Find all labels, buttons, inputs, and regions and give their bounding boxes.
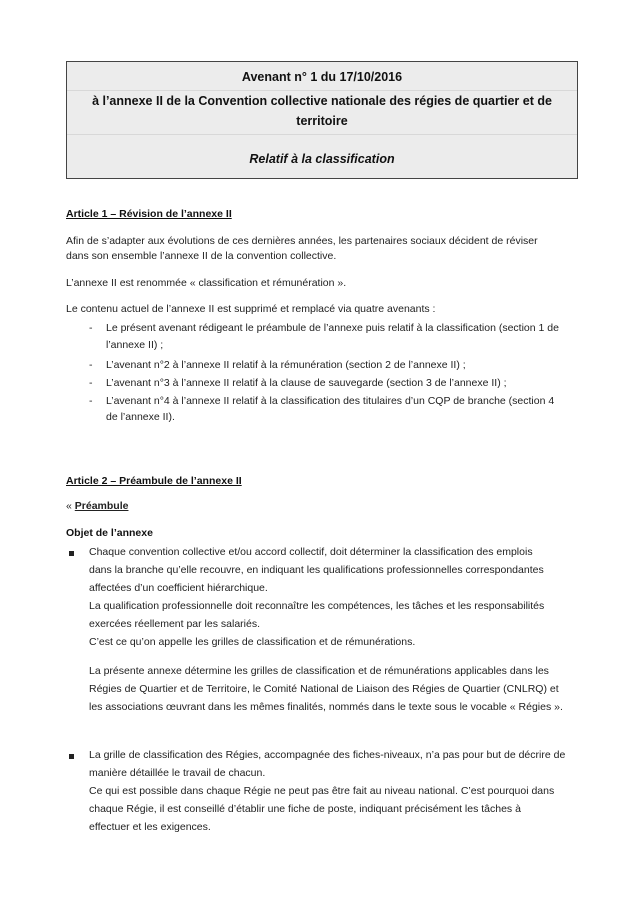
- list-item-4-line-1: L’avenant n°4 à l’annexe II relatif à la classification des titulaires d’un CQP de branche (section 4: [106, 395, 555, 407]
- article-1-paragraph-1-line-2: dans son ensemble l’annexe II de la convention collective.: [66, 250, 337, 262]
- list-item-1-line-1: Le présent avenant rédigeant le préambule de l’annexe puis relatif à la classification (section 1 de: [106, 322, 559, 334]
- title-line-3: territoire: [296, 114, 348, 128]
- bullet-1-line-1: Chaque convention collective et/ou accord collectif, doit déterminer la classification des emplois: [89, 546, 533, 558]
- list-item-3: L’avenant n°3 à l’annexe II relatif à la clause de sauvegarde (section 3 de l’annexe II) ;: [106, 377, 507, 389]
- list-item-2: L’avenant n°2 à l’annexe II relatif à la rémunération (section 2 de l’annexe II) ;: [106, 359, 466, 371]
- bullet-2-line-1: La grille de classification des Régies, accompagnée des fiches-niveaux, n’a pas pour but de décrire de: [89, 749, 566, 761]
- list-dash: -: [89, 377, 93, 389]
- title-line-2: à l’annexe II de la Convention collective nationale des régies de quartier et de: [92, 94, 552, 108]
- list-dash: -: [89, 359, 93, 371]
- bullet-1-p2-line-3: les associations œuvrant dans les mêmes finalités, nommés dans le texte sous le vocable « Régies ».: [89, 701, 563, 713]
- bullet-2-line-3: Ce qui est possible dans chaque Régie ne peut pas être fait au niveau national. C’est pourquoi dans: [89, 785, 555, 797]
- bullet-2-line-4: chaque Régie, il est conseillé d’établir une fiche de poste, indiquant précisément les tâches à: [89, 803, 521, 815]
- list-dash: -: [89, 395, 93, 407]
- bullet-1-line-6: C’est ce qu’on appelle les grilles de classification et de rémunérations.: [89, 636, 416, 648]
- bullet-1-line-4: La qualification professionnelle doit reconnaître les compétences, les tâches et les responsabilités: [89, 600, 545, 612]
- preambule-heading: Préambule: [74, 500, 129, 512]
- title-box: [66, 61, 578, 179]
- article-1-paragraph-3: Le contenu actuel de l’annexe II est supprimé et remplacé via quatre avenants :: [66, 303, 436, 315]
- list-item-1-line-2: l’annexe II) ;: [106, 339, 164, 351]
- square-bullet-icon: [69, 754, 74, 759]
- title-line-4: Relatif à la classification: [249, 152, 395, 166]
- square-bullet-icon: [69, 551, 74, 556]
- bullet-1-line-5: exercées réellement par les salariés.: [89, 618, 260, 630]
- bullet-1-line-3: affectées d’un coefficient hiérarchique.: [89, 582, 268, 594]
- preambule-line: [66, 500, 128, 512]
- quote-open: «: [66, 500, 75, 512]
- bullet-2-line-5: effectuer et les exigences.: [89, 821, 211, 833]
- article-1-paragraph-2: L’annexe II est renommée « classification et rémunération ».: [66, 277, 347, 289]
- title-line-1: Avenant n° 1 du 17/10/2016: [241, 70, 403, 84]
- objet-heading: Objet de l’annexe: [66, 527, 153, 539]
- title-separator: [67, 90, 577, 91]
- bullet-1-line-2: dans la branche qu’elle recouvre, en indiquant les qualifications professionnelles correspondantes: [89, 564, 544, 576]
- article-2-heading: Article 2 – Préambule de l’annexe II: [66, 475, 242, 487]
- bullet-1-p2-line-1: La présente annexe détermine les grilles de classification et de rémunérations applicables dans les: [89, 665, 549, 677]
- list-item-4-line-2: de l’annexe II).: [106, 411, 175, 423]
- article-1-heading: Article 1 – Révision de l’annexe II: [66, 208, 232, 220]
- bullet-1-p2-line-2: Régies de Quartier et de Territoire, le Comité National de Liaison des Régies de Quartier (CNLRQ) et: [89, 683, 559, 695]
- article-1-paragraph-1-line-1: Afin de s’adapter aux évolutions de ces dernières années, les partenaires sociaux décident de réviser: [66, 235, 538, 247]
- bullet-2-line-2: manière détaillée le travail de chacun.: [89, 767, 266, 779]
- title-separator: [67, 134, 577, 135]
- list-dash: -: [89, 322, 93, 334]
